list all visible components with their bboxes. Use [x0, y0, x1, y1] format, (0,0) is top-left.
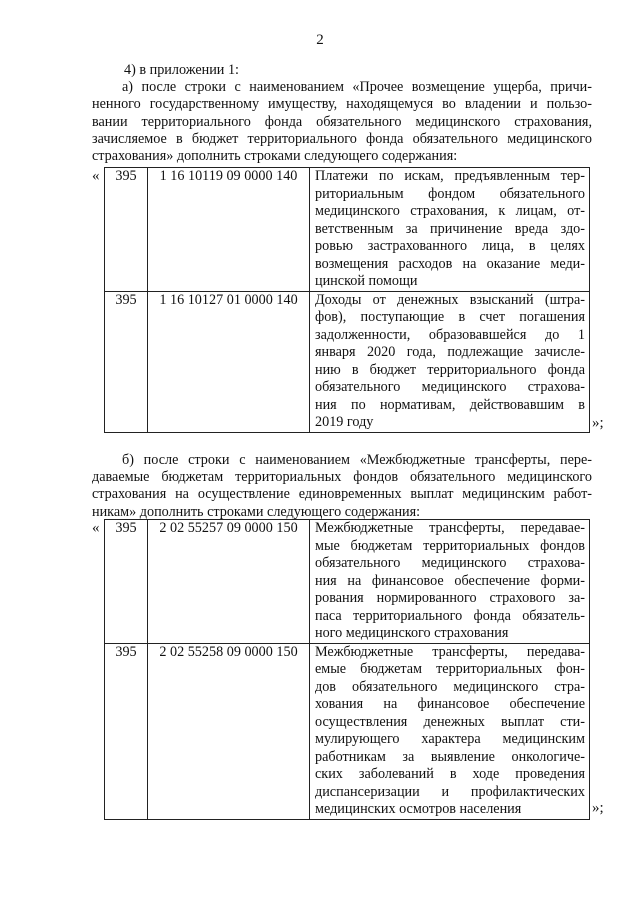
- name-line: ного медицинского страхования: [315, 625, 509, 641]
- admin-code-cell: 395: [105, 643, 148, 819]
- name-line: обязательного медицинского страхова-: [315, 379, 585, 395]
- page-number: 2: [316, 32, 324, 48]
- para-b-line: никам» дополнить строками следующего содержания:: [92, 503, 421, 520]
- para-a-line: ненного государственному имуществу, находящемуся во владении и пользо-: [92, 96, 592, 113]
- name-line: хования на финансовое обеспечение: [315, 696, 585, 712]
- admin-code-cell: 395: [105, 291, 148, 432]
- table-a-open-quote: «: [92, 168, 100, 184]
- admin-code-cell: 395: [105, 168, 148, 292]
- name-line: паса территориального фонда обязатель-: [315, 607, 585, 624]
- name-line: ветственным за причинение вреда здо-: [315, 220, 585, 237]
- name-line: Платежи по искам, предъявленным тер-: [315, 168, 585, 184]
- para-b-line: страхования на осуществление единовременных выплат медицинским работ-: [92, 486, 592, 503]
- admin-code-cell: 395: [105, 520, 148, 644]
- name-line: Доходы от денежных взысканий (штра-: [315, 291, 585, 308]
- name-line: мые бюджетам территориальных фондов: [315, 537, 585, 554]
- name-line: ских заболеваний в ходе проведения: [315, 766, 585, 782]
- name-line: задолженности, образовавшейся до 1: [315, 326, 585, 343]
- table-a: [104, 167, 590, 433]
- kbk-code-cell: 1 16 10127 01 0000 140: [148, 291, 310, 432]
- section-4-heading: 4) в приложении 1:: [124, 62, 239, 78]
- name-line: емые бюджетам территориальных фон-: [315, 661, 585, 677]
- kbk-code-cell: 2 02 55258 09 0000 150: [148, 643, 310, 819]
- table-row: [105, 168, 590, 292]
- name-line: медицинских осмотров населения: [315, 801, 522, 817]
- kbk-code-cell: 2 02 55257 09 0000 150: [148, 520, 310, 644]
- name-line: мулирующего характера медицинским: [315, 731, 585, 747]
- revenue-name-cell: [310, 520, 590, 644]
- name-line: риториальным фондом обязательного: [315, 185, 585, 202]
- name-line: ровью застрахованного лица, в целях: [315, 238, 585, 254]
- name-line: работникам за выявление онкологиче-: [315, 748, 585, 765]
- name-line: фов), поступающие в счет погашения: [315, 309, 585, 325]
- name-line: 2019 году: [315, 414, 374, 430]
- revenue-name-cell: [310, 643, 590, 819]
- table-b: [104, 519, 590, 820]
- section-4-paragraph-a: [92, 62, 592, 165]
- name-line: ния по нормативам, действовавшим в: [315, 396, 585, 413]
- para-a-line: вании территориального фонда обязательного медицинского страхования,: [92, 113, 592, 130]
- table-row: [105, 643, 590, 819]
- name-line: осуществления денежных выплат сти-: [315, 713, 585, 730]
- name-line: медицинского страхования, к лицам, от-: [315, 203, 585, 219]
- name-line: января 2020 года, подлежащие зачисле-: [315, 344, 585, 360]
- table-b-open-quote: «: [92, 520, 100, 536]
- para-a-line: зачисляемое в бюджет территориального фонда обязательного медицинского: [92, 130, 592, 147]
- table-row: [105, 291, 590, 432]
- table-row: [105, 520, 590, 644]
- name-line: нию в бюджет территориального фонда: [315, 361, 585, 378]
- name-line: возмещения расходов на оказание меди-: [315, 255, 585, 272]
- section-4-paragraph-b: [92, 452, 592, 521]
- kbk-code-cell: 1 16 10119 09 0000 140: [148, 168, 310, 292]
- name-line: обязательного медицинского страхова-: [315, 555, 585, 571]
- name-line: диспансеризации и профилактических: [315, 783, 585, 800]
- name-line: цинской помощи: [315, 273, 418, 289]
- para-a-line: а) после строки с наименованием «Прочее возмещение ущерба, причи-: [122, 79, 592, 96]
- table-a-close-quote: »;: [592, 415, 604, 431]
- name-line: рования нормированного страхового за-: [315, 590, 585, 606]
- para-b-line: б) после строки с наименованием «Межбюджетные трансферты, пере-: [122, 452, 592, 468]
- name-line: Межбюджетные трансферты, передава-: [315, 643, 585, 660]
- revenue-name-cell: [310, 168, 590, 292]
- para-a-line: страхования» дополнить строками следующего содержания:: [92, 148, 458, 165]
- revenue-name-cell: [310, 291, 590, 432]
- name-line: Межбюджетные трансферты, передавае-: [315, 520, 585, 536]
- name-line: дов обязательного медицинского стра-: [315, 678, 585, 695]
- para-b-line: даваемые бюджетам территориальных фондов обязательного медицинского: [92, 469, 592, 486]
- name-line: ния на финансовое обеспечение форми-: [315, 572, 585, 589]
- table-b-close-quote: »;: [592, 800, 604, 816]
